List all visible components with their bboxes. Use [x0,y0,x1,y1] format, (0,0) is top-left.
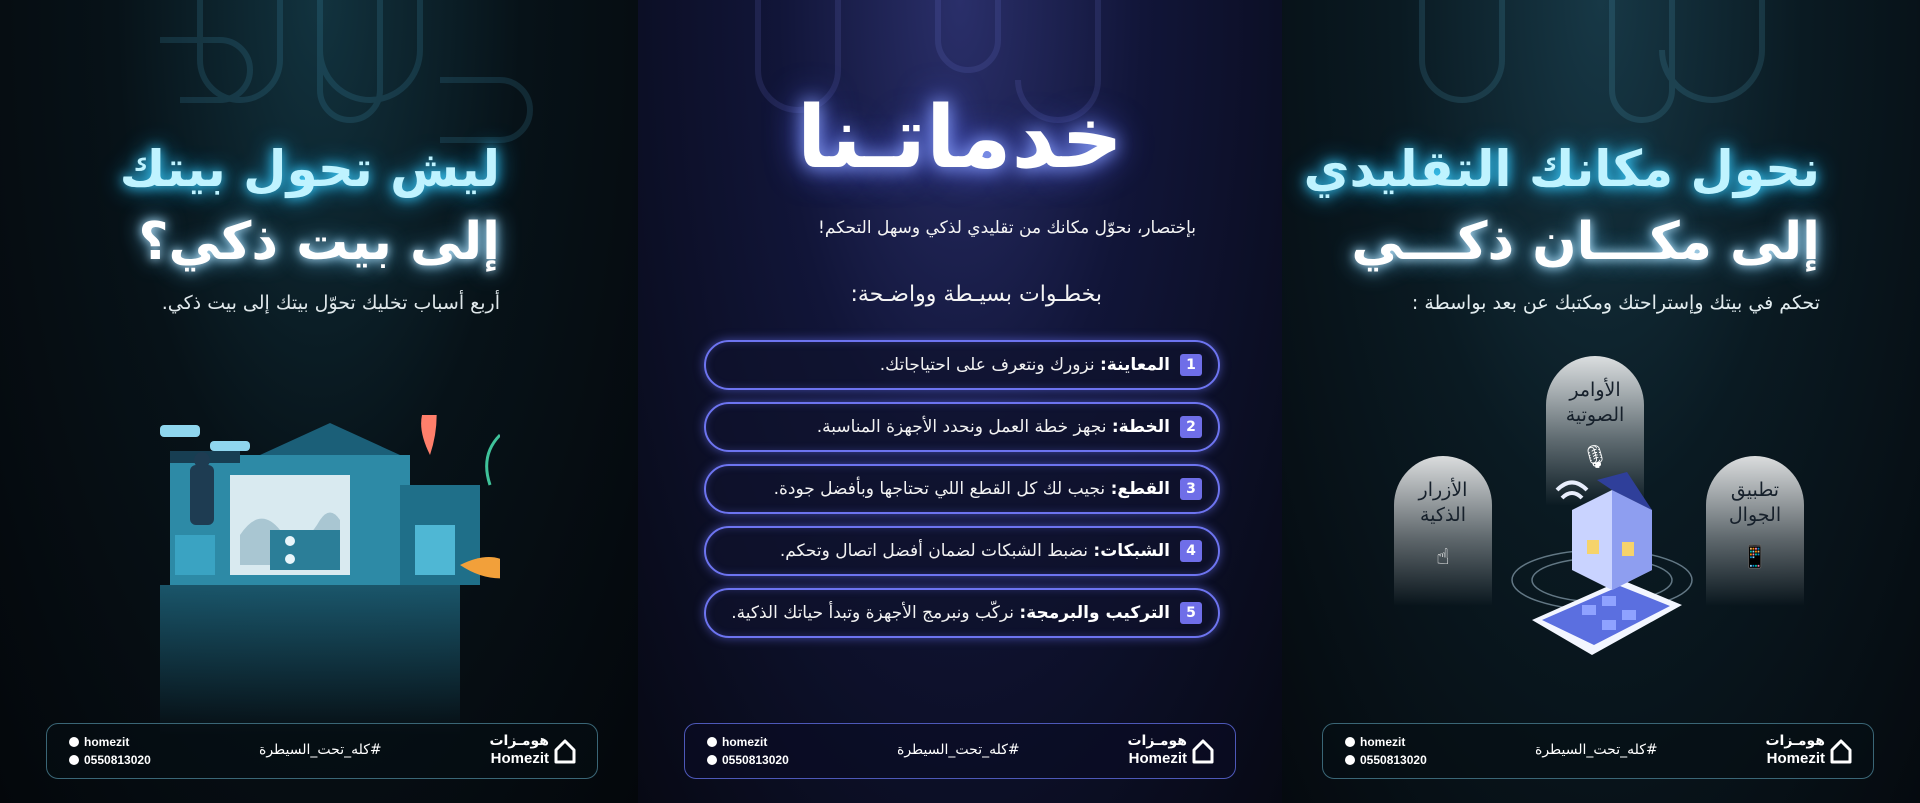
services-subtitle: بإختصار، نحوّل مكانك من تقليدي لذكي وسهل التحكم! [818,218,1196,238]
feature-mobile-app [1706,456,1804,606]
right-subtitle: تحكم في بيتك وإستراحتك ومكتبك عن بعد بواسطة : [1411,292,1820,314]
step-label: التركيب والبرمجة: [1019,603,1170,623]
step-item [704,340,1220,390]
step-text: نركّب ونبرمج الأجهزة وتبدأ حياتك الذكية. [731,603,1014,623]
smart-house-phone-illustration [1502,470,1702,670]
whatsapp-icon [707,755,717,765]
right-title-line1: نحول مكانك التقليدي [1303,140,1820,198]
panel-our-services [638,0,1282,803]
footer-hashtag: #كله_تحت_السيطرة [259,742,382,758]
homezit-logo-icon [553,738,577,764]
left-subtitle: أربع أسباب تخليك تحوّل بيتك إلى بيت ذكي. [161,292,500,314]
steps-heading: بخطـوات بسيـطة وواضـحة: [850,282,1102,307]
left-title-line2: إلى بيت ذكي؟ [138,212,500,272]
step-number: 3 [1180,478,1202,500]
right-title-line2: إلى مكـــان ذكـــي [1351,212,1820,272]
microphone-icon: 🎙 [1581,445,1609,471]
smart-house-illustration [160,415,500,735]
services-title: خدماتـنا [796,88,1124,188]
feature-smart-buttons [1394,456,1492,606]
footer-contact: homezit 0550813020 [69,733,151,769]
check-icon [69,737,79,747]
whatsapp-icon [69,755,79,765]
whatsapp-icon [1345,755,1355,765]
footer-hashtag: #كله_تحت_السيطرة [897,742,1020,758]
check-icon [707,737,717,747]
footer-contact: homezit 0550813020 [707,733,789,769]
step-text: نزورك ونتعرف على احتياجاتك. [879,355,1095,375]
mobile-phone-icon: 📱 [1741,545,1769,571]
step-label: الشبكات: [1093,541,1170,561]
footer-bar [684,723,1236,779]
pointing-hand-icon: ☝ [1436,545,1450,571]
homezit-logo-icon [1191,738,1215,764]
step-number: 1 [1180,354,1202,376]
footer-brand: هومـزات Homezit [1127,732,1187,768]
step-number: 4 [1180,540,1202,562]
footer-brand: هومـزات Homezit [1765,732,1825,768]
check-icon [1345,737,1355,747]
left-title-line1: ليش تحول بيتك [119,140,500,198]
feature-label: الأوامر الصوتية [1565,379,1625,426]
step-label: القطع: [1110,479,1170,499]
footer-contact: homezit 0550813020 [1345,733,1427,769]
step-text: نضبط الشبكات لضمان أفضل اتصال وتحكم. [779,541,1088,561]
step-label: الخطة: [1111,417,1170,437]
step-item [704,402,1220,452]
footer-bar [46,723,598,779]
panel-why-smart-home [0,0,638,803]
footer-brand: هومـزات Homezit [489,732,549,768]
footer-hashtag: #كله_تحت_السيطرة [1535,742,1658,758]
step-item [704,464,1220,514]
step-item [704,588,1220,638]
footer-bar [1322,723,1874,779]
step-number: 2 [1180,416,1202,438]
panel-traditional-to-smart [1282,0,1920,803]
feature-label: الأزرار الذكية [1418,479,1468,526]
step-text: نجهز خطة العمل ونحدد الأجهزة المناسبة. [816,417,1107,437]
step-label: المعاينة: [1099,355,1170,375]
step-text: نجيب لك كل القطع اللي تحتاجها وبأفضل جودة. [773,479,1106,499]
homezit-logo-icon [1829,738,1853,764]
step-item [704,526,1220,576]
feature-label: تطبيق الجوال [1728,479,1782,526]
step-number: 5 [1180,602,1202,624]
